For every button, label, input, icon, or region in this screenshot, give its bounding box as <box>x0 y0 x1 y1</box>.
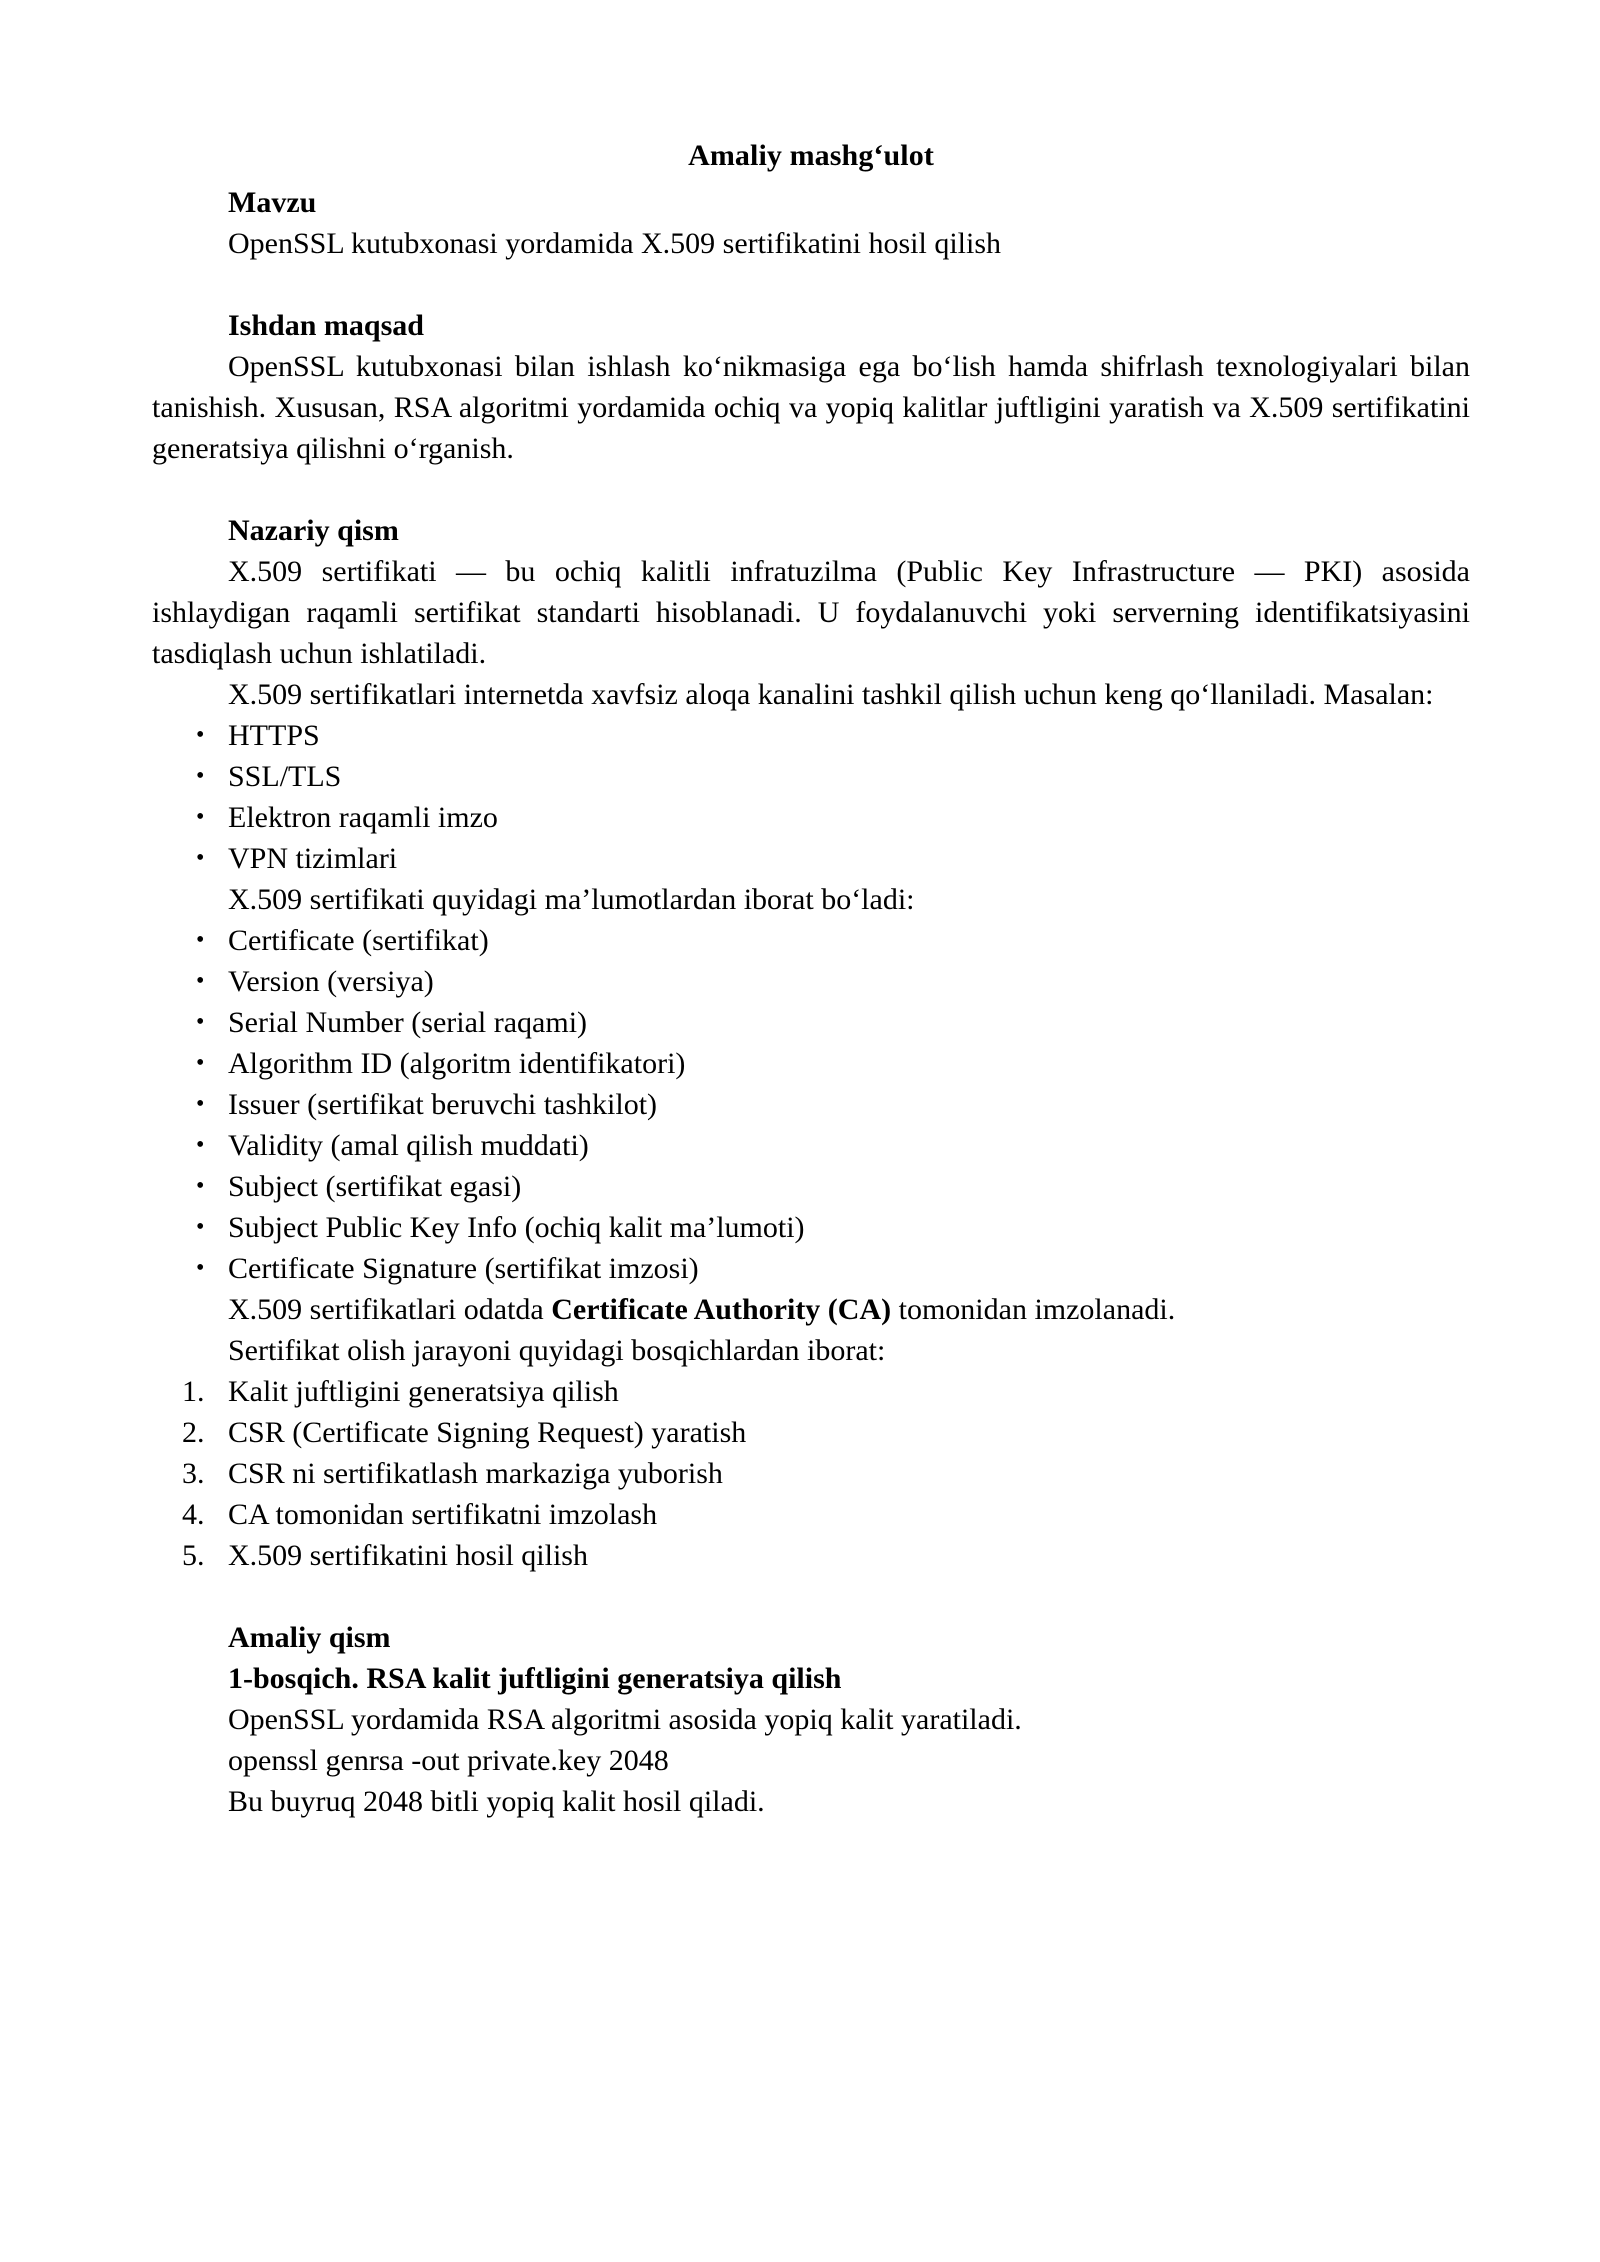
bullet-icon: • <box>196 1173 205 1199</box>
paragraph-mavzu-body: OpenSSL kutubxonasi yordamida X.509 sertifikatini hosil qilish <box>228 227 1001 260</box>
list-item-label: HTTPS <box>228 719 320 752</box>
bullet-icon: • <box>196 763 205 789</box>
list-item-label: CSR (Certificate Signing Request) yaratish <box>228 1416 747 1449</box>
bullet-icon: • <box>196 804 205 830</box>
bullet-icon: • <box>196 1091 205 1117</box>
list-item <box>152 961 1470 1002</box>
document-title: Amaliy mashg‘ulot <box>688 139 934 172</box>
list-item <box>152 1043 1470 1084</box>
list-item <box>152 1125 1470 1166</box>
certificate-fields-list <box>152 920 1470 1289</box>
list-item-label: Serial Number (serial raqami) <box>228 1006 588 1039</box>
list-item-label: Subject Public Key Info (ochiq kalit ma’lumoti) <box>228 1211 805 1244</box>
list-number: 4. <box>182 1498 205 1531</box>
list-item <box>152 797 1470 838</box>
list-item <box>152 1002 1470 1043</box>
heading-nazariy-qism: Nazariy qism <box>228 514 399 547</box>
ca-sentence-part1: X.509 sertifikatlari odatda <box>228 1293 552 1326</box>
list-item-label: CA tomonidan sertifikatni imzolash <box>228 1498 658 1531</box>
bullet-icon: • <box>196 1214 205 1240</box>
list-item-label: Issuer (sertifikat beruvchi tashkilot) <box>228 1088 658 1121</box>
spacer-after-maqsad <box>152 469 1470 510</box>
list-item-label: CSR ni sertifikatlash markaziga yuborish <box>228 1457 723 1490</box>
heading-step-1: 1-bosqich. RSA kalit juftligini generatsiya qilish <box>228 1662 842 1695</box>
usage-list <box>152 715 1470 920</box>
list-item <box>152 1084 1470 1125</box>
list-item <box>152 1453 1470 1494</box>
command-openssl-genrsa: openssl genrsa -out private.key 2048 <box>228 1744 669 1777</box>
list-item <box>152 838 1470 879</box>
paragraph-ca-signing <box>152 1289 1470 1330</box>
bullet-icon: • <box>196 1050 205 1076</box>
spacer-before-amaliy <box>152 1576 1470 1617</box>
list-item-label: Kalit juftligini generatsiya qilish <box>228 1375 619 1408</box>
list-number: 2. <box>182 1416 205 1449</box>
list-item-label: Algorithm ID (algoritm identifikatori) <box>228 1047 686 1080</box>
paragraph-step-1-note: Bu buyruq 2048 bitli yopiq kalit hosil qiladi. <box>228 1785 765 1818</box>
bullet-icon: • <box>196 1132 205 1158</box>
list-item-label: Validity (amal qilish muddati) <box>228 1129 589 1162</box>
ca-sentence-part2: tomonidan imzolanadi. <box>891 1293 1176 1326</box>
list-item-label: Subject (sertifikat egasi) <box>228 1170 522 1203</box>
list-number: 5. <box>182 1539 205 1572</box>
list-item <box>152 1371 1470 1412</box>
list-number: 3. <box>182 1457 205 1490</box>
fields-intro-line: X.509 sertifikati quyidagi ma’lumotlardan iborat bo‘ladi: <box>228 883 915 916</box>
list-item <box>152 1494 1470 1535</box>
bullet-icon: • <box>196 1255 205 1281</box>
paragraph-maqsad-body: OpenSSL kutubxonasi bilan ishlash ko‘nikmasiga ega bo‘lish hamda shifrlash texnologiyalari bilan tanishish. Xususan, RSA algoritmi yordamida ochiq va yopiq kalitlar juftligini yaratish va X.509 sertifikatini generatsiya qilishni o‘rganish. <box>152 350 1470 465</box>
list-item <box>152 756 1470 797</box>
bullet-icon: • <box>196 968 205 994</box>
list-item <box>152 1166 1470 1207</box>
list-item <box>152 1207 1470 1248</box>
list-item-label: Certificate (sertifikat) <box>228 924 489 957</box>
list-item <box>152 1412 1470 1453</box>
list-item <box>152 715 1470 756</box>
heading-ishdan-maqsad: Ishdan maqsad <box>228 309 424 342</box>
ca-sentence-emphasis: Certificate Authority (CA) <box>551 1293 892 1326</box>
paragraph-nazariy-1: X.509 sertifikati — bu ochiq kalitli infratuzilma (Public Key Infrastructure — PKI) asosida ishlaydigan raqamli sertifikat standarti hisoblanadi. U foydalanuvchi yoki serverning identifikatsiyasini tasdiqlash uchun ishlatiladi. <box>152 555 1470 670</box>
list-item-label: SSL/TLS <box>228 760 342 793</box>
bullet-icon: • <box>196 1009 205 1035</box>
paragraph-nazariy-2: X.509 sertifikatlari internetda xavfsiz aloqa kanalini tashkil qilish uchun keng qo‘llaniladi. Masalan: <box>228 678 1434 711</box>
list-item-label: VPN tizimlari <box>228 842 398 875</box>
list-item-label: Version (versiya) <box>228 965 434 998</box>
heading-mavzu: Mavzu <box>228 186 317 219</box>
paragraph-step-1-text: OpenSSL yordamida RSA algoritmi asosida yopiq kalit yaratiladi. <box>228 1703 1022 1736</box>
steps-list <box>152 1371 1470 1576</box>
list-number: 1. <box>182 1375 205 1408</box>
paragraph-steps-intro: Sertifikat olish jarayoni quyidagi bosqichlardan iborat: <box>228 1334 886 1367</box>
list-item-label: Certificate Signature (sertifikat imzosi) <box>228 1252 699 1285</box>
list-item <box>152 920 1470 961</box>
heading-amaliy-qism: Amaliy qism <box>228 1621 391 1654</box>
bullet-icon: • <box>196 722 205 748</box>
list-item-label: X.509 sertifikatini hosil qilish <box>228 1539 588 1572</box>
spacer-after-mavzu <box>152 264 1470 305</box>
bullet-icon: • <box>196 927 205 953</box>
list-item-label: Elektron raqamli imzo <box>228 801 498 834</box>
list-item <box>152 1248 1470 1289</box>
bullet-icon: • <box>196 845 205 871</box>
list-item <box>152 1535 1470 1576</box>
